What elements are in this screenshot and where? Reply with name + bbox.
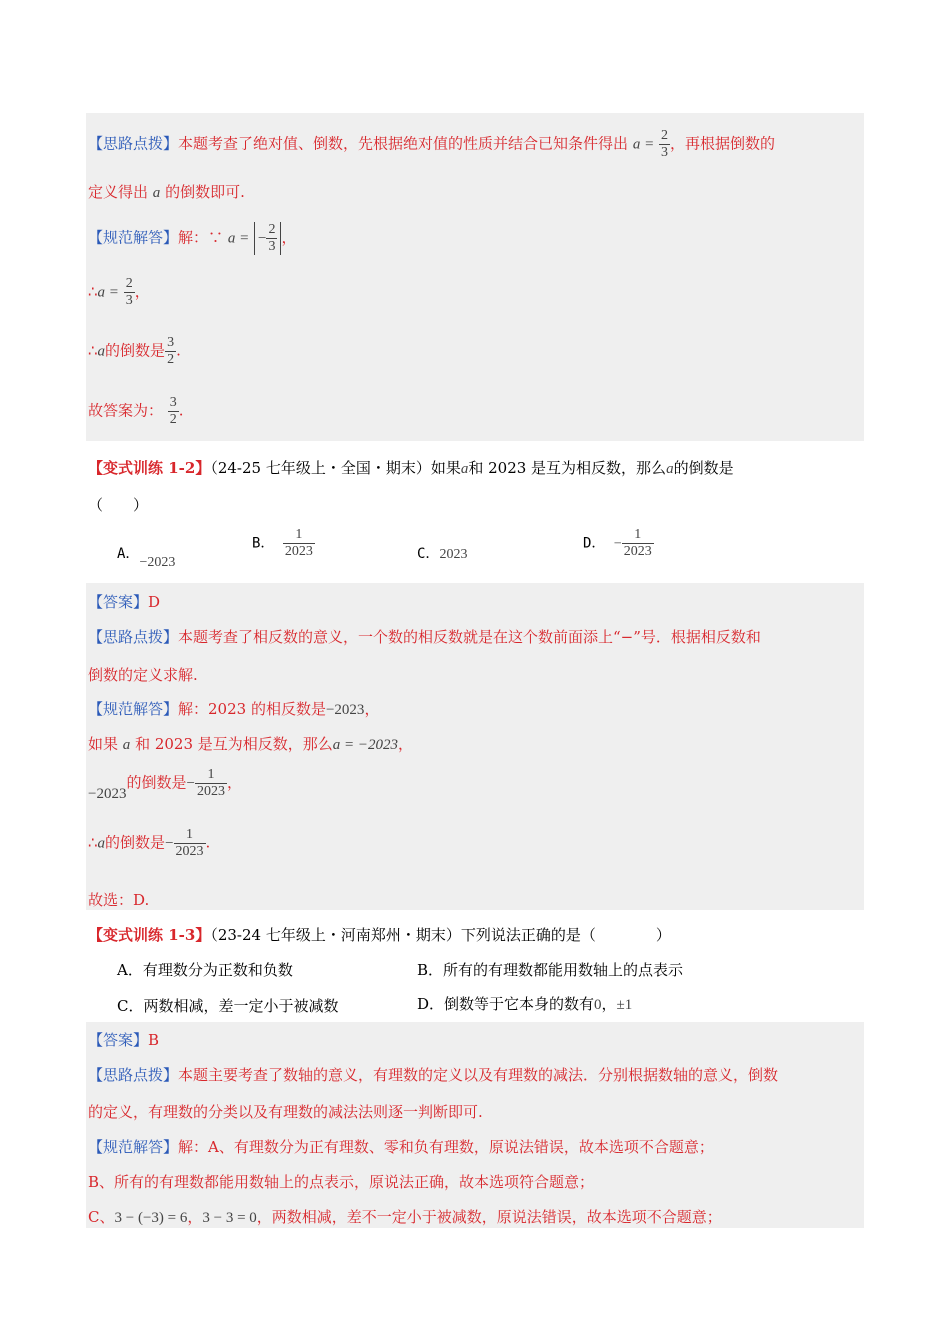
solution-line-3: −2023的倒数是− $\frac{1}{2023}$ ， bbox=[88, 767, 242, 802]
option-a[interactable]: A．−2023 bbox=[117, 546, 176, 570]
option-b[interactable]: B．所有的有理数都能用数轴上的点表示 bbox=[417, 961, 684, 979]
solution-line-2: 如果 a 和 2023 是互为相反数，那么a = −2023， bbox=[88, 735, 414, 753]
absolute-value: − $\frac{2}{3}$ bbox=[254, 222, 281, 255]
analysis-line-2: 定义得出 a 的倒数即可. bbox=[88, 183, 245, 201]
question-tag: 【变式训练 1-2】 bbox=[88, 459, 211, 477]
answer-line: 【答案】D bbox=[88, 593, 161, 611]
solution-tag: 【规范解答】 bbox=[88, 228, 179, 247]
option-c[interactable]: C．2023 bbox=[417, 546, 468, 562]
solution-line-1: 【规范解答】解：A、有理数分为正有理数、零和负有理数，原说法错误，故本选项不合题意； bbox=[88, 1138, 714, 1156]
option-b[interactable]: B． $\frac{1}{2023}$ bbox=[252, 527, 313, 559]
question-1-2: 【变式训练 1-2】（24-25 七年级上・全国・期末）如果a和 2023 是互为相反数，那么a的倒数是 bbox=[88, 459, 734, 477]
option-a[interactable]: A．有理数分为正数和负数 bbox=[117, 961, 293, 979]
analysis-line-1: 【思路点拨】本题考查了绝对值、倒数，先根据绝对值的性质并结合已知条件得出 a = $\frac{2}{3}$ ，再根据倒数的 bbox=[88, 128, 775, 160]
analysis-line-1: 【思路点拨】本题考查了相反数的意义，一个数的相反数就是在这个数前面添上“−”号．根据相反数和 bbox=[88, 628, 761, 646]
solution-block-3 bbox=[86, 1022, 864, 1228]
solution-line-1: 【规范解答】解：∵ a = − $\frac{2}{3}$ ， bbox=[88, 222, 297, 254]
solution-line-4: ∴a的倒数是− $\frac{1}{2023}$ . bbox=[88, 827, 211, 859]
option-d[interactable]: D． − $\frac{1}{2023}$ bbox=[583, 527, 652, 559]
solution-line-3: C、3 − (−3) = 6，3 − 3 = 0，两数相减，差不一定小于被减数，原说法错误，故本选项不合题意； bbox=[88, 1208, 722, 1226]
solution-line-2: ∴a = $\frac{2}{3}$ ， bbox=[88, 276, 150, 308]
answer-line: 【答案】B bbox=[88, 1031, 160, 1049]
option-c[interactable]: C．两数相减，差一定小于被减数 bbox=[117, 997, 339, 1015]
analysis-line-2: 倒数的定义求解. bbox=[88, 666, 198, 684]
analysis-line-1: 【思路点拨】本题主要考查了数轴的意义，有理数的定义以及有理数的减法．分别根据数轴的意义，倒数 bbox=[88, 1066, 779, 1084]
solution-line-4: 故答案为： $\frac{3}{2}$ . bbox=[88, 395, 184, 427]
solution-line-3: ∴a的倒数是 $\frac{3}{2}$ . bbox=[88, 335, 181, 367]
fraction: $\frac{2}{3}$ bbox=[660, 128, 668, 160]
solution-block-1 bbox=[86, 113, 864, 441]
solution-line-5: 故选：D. bbox=[88, 891, 150, 909]
question-paren: （ ） bbox=[88, 496, 149, 514]
solution-line-2: B、所有的有理数都能用数轴上的点表示，原说法正确，故本选项符合题意； bbox=[88, 1173, 595, 1191]
analysis-line-2: 的定义，有理数的分类以及有理数的减法法则逐一判断即可. bbox=[88, 1103, 483, 1121]
solution-line-1: 【规范解答】解：2023 的相反数是−2023， bbox=[88, 700, 380, 718]
option-d[interactable]: D．倒数等于它本身的数有0，±1 bbox=[417, 995, 633, 1013]
question-1-3: 【变式训练 1-3】（23-24 七年级上・河南郑州・期末）下列说法正确的是（ ） bbox=[88, 926, 671, 944]
analysis-tag: 【思路点拨】 bbox=[88, 134, 179, 153]
